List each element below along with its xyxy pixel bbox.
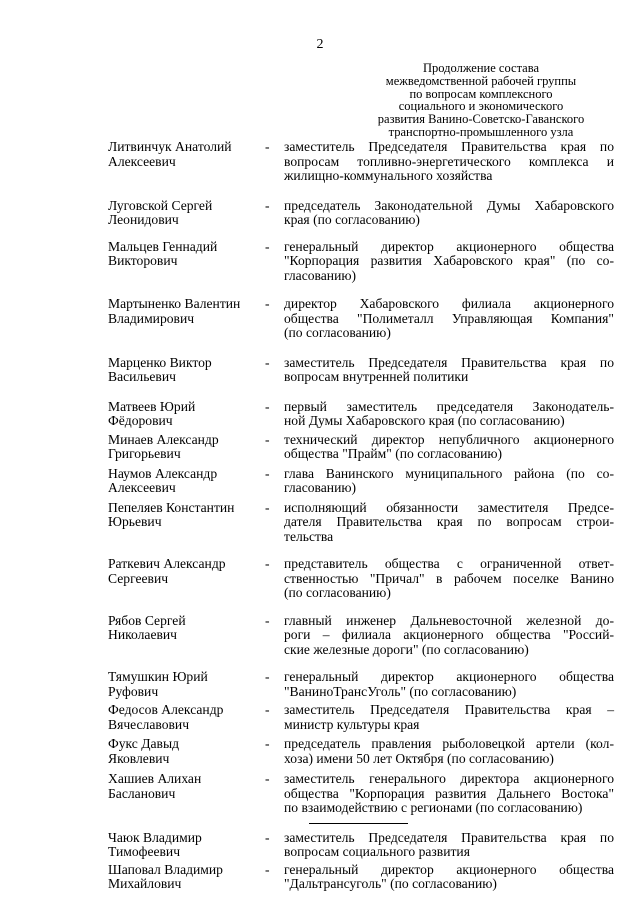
member-role-line: тельства: [284, 528, 334, 544]
member-name-line: Матвеев Юрий: [108, 398, 196, 414]
member-role-line: председатель Законодательной Думы Хабаровского: [284, 197, 614, 213]
member-role-line: заместитель Председателя Правительства края по: [284, 139, 614, 154]
member-role-line: глава Ванинского муниципального района (по со-: [284, 465, 614, 481]
member-role: [284, 433, 614, 462]
member-role: [284, 400, 614, 429]
member-role-line: роги – филиала акционерного общества "Россий-: [284, 627, 614, 642]
dash-separator: -: [265, 612, 270, 628]
member-name-line: Литвинчук Анатолий: [108, 139, 232, 154]
member-name: [108, 772, 258, 801]
member-role-line: главный инженер Дальневосточной железной до-: [284, 612, 614, 628]
member-name-line: Сергеевич: [108, 570, 169, 586]
member-role-line: председатель правления рыболовецкой артели (кол-: [284, 736, 614, 751]
member-role: [284, 737, 614, 766]
member-role-line: общества "Прайм" (по согласованию): [284, 446, 503, 461]
member-name: [108, 433, 258, 462]
dash-separator: -: [265, 398, 270, 414]
member-row: [108, 400, 614, 429]
member-role-line: по взаимодействию с регионами (по согласованию): [284, 800, 583, 815]
member-row: [108, 737, 614, 766]
dash-separator: -: [265, 702, 270, 717]
member-row: [108, 433, 614, 462]
member-row: [108, 863, 614, 892]
member-list: [108, 140, 614, 892]
member-name: [108, 670, 258, 699]
member-name-line: Мартыненко Валентин: [108, 296, 241, 311]
member-role-line: заместитель Председателя Правительства края по: [284, 829, 614, 845]
member-role-line: заместитель Председателя Правительства края по: [284, 354, 614, 370]
member-role: [284, 199, 614, 228]
header-line: Продолжение состава: [422, 61, 540, 75]
member-role-line: жилищно-коммунального хозяйства: [284, 168, 493, 183]
member-name-line: Пепеляев Константин: [108, 499, 235, 515]
member-name: [108, 199, 258, 228]
member-name: [108, 863, 258, 892]
member-role-line: представитель общества с ограниченной ответ-: [284, 556, 614, 571]
member-name-line: Чаюк Владимир: [108, 829, 202, 845]
member-name: [108, 356, 258, 385]
member-name-line: Алексеевич: [108, 153, 176, 169]
header-line: развития Ванино-Советско-Гаванского: [377, 112, 585, 127]
member-name: [108, 467, 258, 496]
member-role-line: вопросам топливно-энергетического комплекса и: [284, 153, 614, 169]
member-role: [284, 703, 614, 732]
member-role: [284, 501, 614, 545]
member-name-line: Руфович: [108, 683, 159, 699]
member-role: [284, 356, 614, 385]
member-name-line: Рябов Сергей: [108, 612, 186, 628]
member-name: [108, 240, 258, 269]
header-line: транспортно-промышленного узла: [388, 124, 574, 139]
member-row: [108, 703, 614, 732]
member-name: [108, 557, 258, 586]
dash-separator: -: [265, 556, 270, 571]
member-name-line: Владимирович: [108, 310, 195, 326]
member-name-line: Тимофеевич: [108, 844, 181, 859]
member-name-line: Басланович: [108, 785, 176, 801]
member-role-line: гласованию): [284, 267, 357, 283]
member-row: [108, 670, 614, 699]
member-role-line: генеральный директор акционерного общества: [284, 238, 614, 254]
dash-separator: -: [265, 499, 270, 515]
dash-separator: -: [265, 139, 270, 154]
member-row: [108, 557, 614, 601]
dash-separator: -: [265, 431, 270, 447]
member-name-line: Шаповал Владимир: [108, 861, 223, 877]
member-role-line: гласованию): [284, 480, 357, 495]
dash-separator: -: [265, 238, 270, 254]
member-row: [108, 356, 614, 385]
member-role-line: общества "Полиметалл Управляющая Компания": [284, 310, 614, 326]
member-name-line: Мальцев Геннадий: [108, 238, 218, 254]
member-name: [108, 400, 258, 429]
member-name: [108, 831, 258, 860]
member-role-line: исполняющий обязанности заместителя Предсе-: [284, 499, 614, 515]
member-role-line: ной Думы Хабаровского края (по согласованию): [284, 413, 565, 428]
member-role-line: министр культуры края: [284, 716, 420, 732]
dash-separator: -: [265, 771, 270, 786]
header-line: социального и экономического: [398, 99, 564, 114]
member-name: [108, 140, 258, 169]
member-name: [108, 501, 258, 530]
member-role-line: "ВаниноТрансУголь" (по согласованию): [284, 683, 517, 699]
header-line: межведомственной рабочей группы: [385, 73, 577, 88]
member-role-line: генеральный директор акционерного общества: [284, 861, 614, 877]
member-name-line: Наумов Александр: [108, 465, 218, 481]
member-role-line: ские железные дороги" (по согласованию): [284, 641, 529, 657]
member-name-line: Яковлевич: [108, 750, 170, 766]
member-role: [284, 670, 614, 699]
member-role-line: первый заместитель председателя Законодатель-: [284, 398, 614, 414]
member-name-line: Васильевич: [108, 369, 176, 384]
member-name-line: Юрьевич: [108, 514, 162, 529]
member-name: [108, 614, 258, 643]
member-role-line: хоза) имени 50 лет Октября (по согласованию): [284, 750, 554, 766]
member-role-line: (по согласованию): [284, 325, 391, 340]
member-role-line: дателя Правительства края по вопросам строи-: [284, 514, 614, 529]
member-role-line: заместитель генерального директора акционерного: [284, 771, 614, 786]
member-role-line: директор Хабаровского филиала акционерного: [284, 296, 614, 311]
member-row: [108, 772, 614, 816]
member-name: [108, 703, 258, 732]
member-name: [108, 737, 258, 766]
dash-separator: -: [265, 465, 270, 481]
member-role-line: общества "Корпорация развития Дальнего Востока": [284, 785, 614, 801]
member-role: [284, 863, 614, 892]
dash-separator: -: [265, 669, 270, 684]
member-name-line: Луговской Сергей: [108, 197, 213, 213]
page-number: 2: [316, 37, 324, 52]
member-role: [284, 614, 614, 658]
member-row: [108, 199, 614, 228]
member-name-line: Фёдорович: [108, 413, 173, 428]
member-role-line: генеральный директор акционерного общества: [284, 669, 614, 684]
member-row: [108, 831, 614, 860]
member-role-line: вопросам внутренней политики: [284, 369, 469, 384]
member-name-line: Фукс Давыд: [108, 736, 180, 751]
member-role: [284, 557, 614, 601]
member-name-line: Михайлович: [108, 876, 182, 891]
member-name-line: Тямушкин Юрий: [108, 669, 208, 684]
member-row: [108, 240, 614, 284]
header-line: по вопросам комплексного: [409, 86, 553, 101]
member-row: [108, 467, 614, 496]
member-role-line: края (по согласованию): [284, 212, 420, 227]
dash-separator: -: [265, 296, 270, 311]
end-rule: [309, 823, 408, 824]
member-role-line: "Дальтрансуголь" (по согласованию): [284, 876, 497, 891]
member-row: [108, 501, 614, 545]
member-role-line: технический директор непубличного акционерного: [284, 431, 614, 447]
member-name-line: Леонидович: [108, 212, 179, 227]
member-row: [108, 297, 614, 341]
member-name-line: Вячеславович: [108, 716, 190, 732]
member-name-line: Раткевич Александр: [108, 556, 226, 571]
dash-separator: -: [265, 354, 270, 370]
dash-separator: -: [265, 197, 270, 213]
member-name-line: Николаевич: [108, 627, 178, 642]
member-name-line: Минаев Александр: [108, 431, 219, 447]
member-name-line: Хашиев Алихан: [108, 771, 202, 786]
member-name: [108, 297, 258, 326]
member-name-line: Федосов Александр: [108, 702, 224, 717]
document-continuation-header: [372, 62, 590, 139]
dash-separator: -: [265, 736, 270, 751]
member-name-line: Григорьевич: [108, 446, 181, 461]
member-role: [284, 831, 614, 860]
member-role: [284, 297, 614, 341]
member-row: [108, 614, 614, 658]
member-role-line: заместитель Председателя Правительства края –: [284, 702, 614, 717]
member-role: [284, 140, 614, 184]
member-role: [284, 240, 614, 284]
dash-separator: -: [265, 829, 270, 845]
member-name-line: Викторович: [108, 253, 178, 268]
member-role-line: вопросам социального развития: [284, 844, 470, 859]
member-name-line: Марценко Виктор: [108, 354, 212, 370]
member-role: [284, 772, 614, 816]
member-role: [284, 467, 614, 496]
member-role-line: ственностью "Причал" в рабочем поселке Ванино: [284, 570, 614, 586]
dash-separator: -: [265, 861, 270, 877]
member-name-line: Алексеевич: [108, 480, 176, 495]
member-row: [108, 140, 614, 184]
member-role-line: (по согласованию): [284, 585, 391, 600]
member-role-line: "Корпорация развития Хабаровского края" (по со-: [284, 253, 614, 268]
